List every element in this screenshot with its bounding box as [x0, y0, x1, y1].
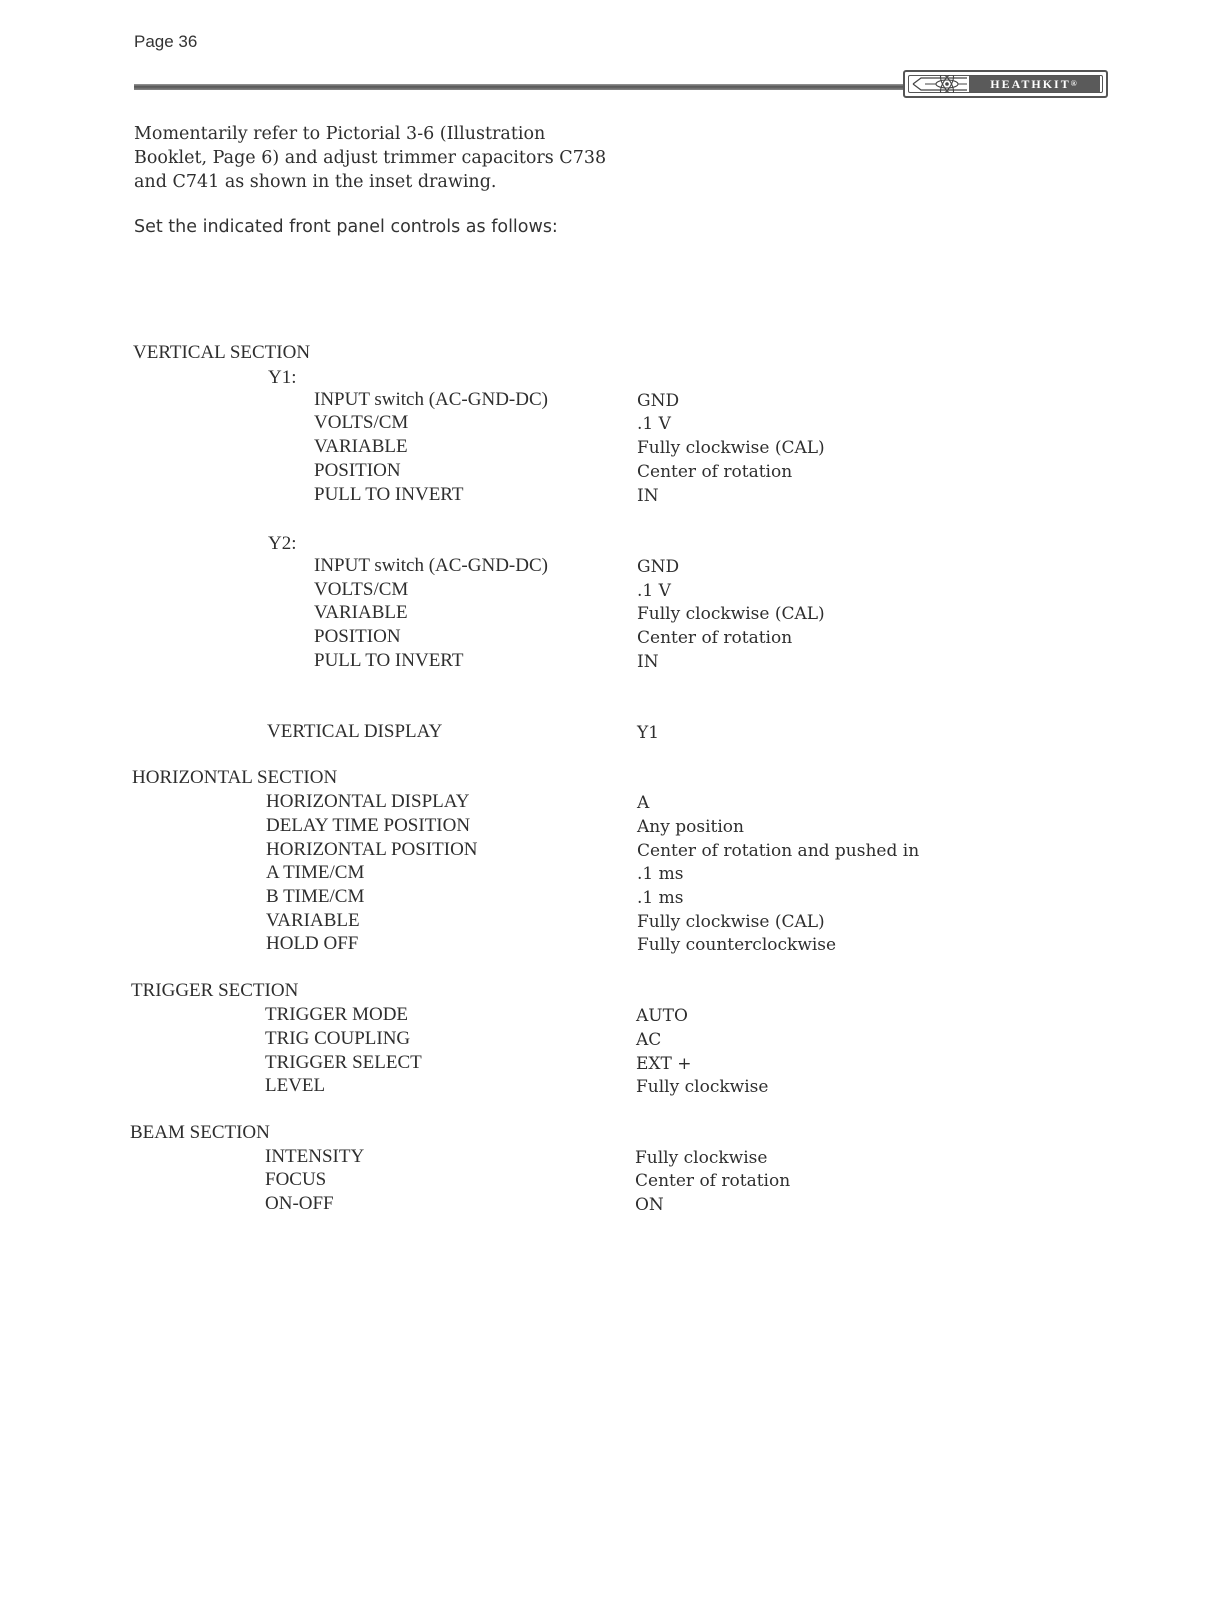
- control-name: FOCUS: [265, 1169, 327, 1190]
- control-name: HOLD OFF: [266, 933, 359, 954]
- control-setting: .1 V: [637, 581, 671, 601]
- control-setting: Center of rotation: [637, 462, 793, 482]
- control-name: VOLTS/CM: [314, 412, 409, 433]
- section-title-horizontal: HORIZONTAL SECTION: [132, 767, 338, 788]
- control-name: A TIME/CM: [266, 862, 365, 883]
- control-name: POSITION: [314, 626, 401, 647]
- control-setting: AC: [636, 1030, 662, 1050]
- channel-label-y2: Y2:: [268, 533, 297, 554]
- control-name: ON-OFF: [265, 1193, 334, 1214]
- control-setting: EXT +: [636, 1054, 692, 1074]
- control-name: HORIZONTAL DISPLAY: [266, 791, 470, 812]
- brand-wordmark: HEATHKIT®: [969, 76, 1100, 92]
- control-setting: .1 V: [637, 414, 671, 434]
- control-setting: .1 ms: [637, 888, 684, 908]
- control-name: TRIG COUPLING: [265, 1028, 411, 1049]
- header-rule: [134, 84, 904, 90]
- control-name: POSITION: [314, 460, 401, 481]
- control-name: INPUT switch (AC-GND-DC): [314, 555, 548, 576]
- control-name: LEVEL: [265, 1075, 326, 1096]
- control-setting: Center of rotation and pushed in: [637, 841, 920, 861]
- control-name: HORIZONTAL POSITION: [266, 839, 478, 860]
- control-name: VARIABLE: [314, 436, 408, 457]
- control-setting: Y1: [637, 723, 660, 743]
- section-title-beam: BEAM SECTION: [130, 1122, 270, 1143]
- control-setting: Fully clockwise (CAL): [637, 912, 825, 932]
- control-name: VARIABLE: [314, 602, 408, 623]
- control-setting: Fully counterclockwise: [637, 935, 837, 955]
- control-setting: Fully clockwise (CAL): [637, 604, 825, 624]
- control-setting: Center of rotation: [637, 628, 793, 648]
- page-number: Page 36: [134, 32, 198, 51]
- control-name: B TIME/CM: [266, 886, 365, 907]
- control-name: PULL TO INVERT: [314, 484, 464, 505]
- control-setting: Fully clockwise: [636, 1077, 769, 1097]
- control-name: VERTICAL DISPLAY: [267, 721, 443, 742]
- instruction-line: Set the indicated front panel controls as follows:: [134, 217, 558, 237]
- control-setting: Center of rotation: [635, 1171, 791, 1191]
- control-setting: AUTO: [636, 1006, 688, 1026]
- control-name: TRIGGER MODE: [265, 1004, 409, 1025]
- control-setting: IN: [637, 486, 659, 506]
- control-setting: IN: [637, 652, 659, 672]
- control-name: VOLTS/CM: [314, 579, 409, 600]
- heathkit-logo: [903, 70, 1108, 98]
- control-name: INPUT switch (AC-GND-DC): [314, 389, 548, 410]
- control-name: DELAY TIME POSITION: [266, 815, 471, 836]
- channel-label-y1: Y1:: [268, 367, 297, 388]
- control-setting: Any position: [637, 817, 744, 837]
- control-setting: A: [637, 793, 650, 813]
- control-name: PULL TO INVERT: [314, 650, 464, 671]
- control-name: VARIABLE: [266, 910, 360, 931]
- control-name: INTENSITY: [265, 1146, 365, 1167]
- control-setting: GND: [637, 391, 680, 411]
- control-name: TRIGGER SELECT: [265, 1052, 422, 1073]
- control-setting: ON: [635, 1195, 664, 1215]
- atom-emblem-icon: [911, 75, 969, 93]
- section-title-vertical: VERTICAL SECTION: [133, 342, 311, 363]
- intro-paragraph: Momentarily refer to Pictorial 3-6 (Illustration Booklet, Page 6) and adjust trimmer capacitors C738 and C741 as shown in the inset drawing.: [134, 124, 607, 192]
- control-setting: Fully clockwise: [635, 1148, 768, 1168]
- section-title-trigger: TRIGGER SECTION: [131, 980, 299, 1001]
- control-setting: Fully clockwise (CAL): [637, 438, 825, 458]
- control-setting: .1 ms: [637, 864, 684, 884]
- control-setting: GND: [637, 557, 680, 577]
